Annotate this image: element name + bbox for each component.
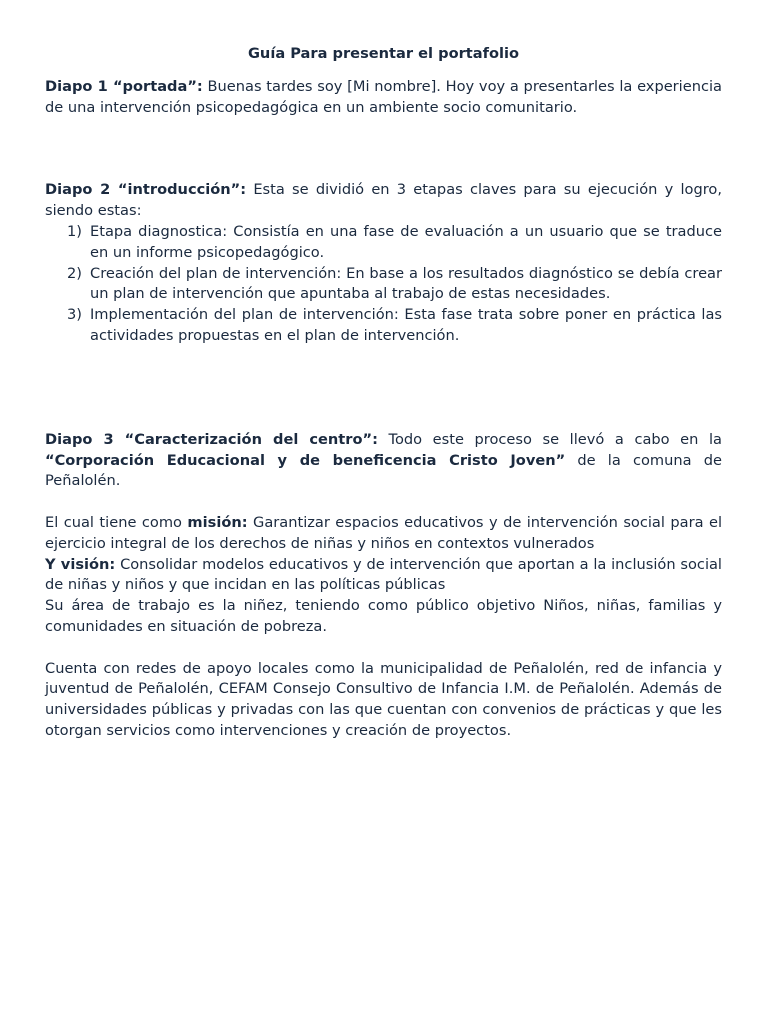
slide2-stage-list (45, 222, 722, 347)
list-item-number: 2) (67, 264, 82, 282)
slide3-text-1: Todo este proceso se llevó a cabo en la (377, 430, 722, 448)
list-item-text: Implementación del plan de intervención: Esta fase trata sobre poner en práctica las actividades propuestas en el plan de intervención. (90, 306, 722, 344)
organization-name: “Corporación Educacional y de beneficencia Cristo Joven” (45, 451, 566, 469)
list-item (67, 264, 722, 306)
redes-paragraph: Cuenta con redes de apoyo locales como la municipalidad de Peñalolén, red de infancia y juventud de Peñalolén, CEFAM Consejo Consultivo de Infancia I.M. de Peñalolén. Además de universidades públicas y privadas con las que cuentan con convenios de prácticas y que les otorgan servicios como intervenciones y creación de proyectos. (45, 659, 722, 739)
mision-label: misión: (187, 513, 248, 531)
slide1-heading: Diapo 1 “portada”: (45, 77, 203, 95)
list-item (67, 305, 722, 347)
list-item (67, 222, 722, 264)
slide2-paragraph (45, 180, 722, 222)
vision-label: Y visión: (45, 555, 116, 573)
mision-text: Garantizar espacios educativos y de intervención social para el ejercicio integral de los derechos de niñas y niños en contextos vulnerados (45, 513, 723, 552)
list-item-text: Etapa diagnostica: Consistía en una fase de evaluación a un usuario que se traduce en un informe psicopedagógico. (90, 222, 722, 261)
slide3-text-2: de la comuna de Peñalolén. (45, 451, 722, 490)
mision-paragraph (45, 513, 722, 555)
vision-paragraph (45, 555, 722, 597)
list-item-number: 3) (67, 306, 82, 324)
slide1-text: Buenas tardes soy [Mi nombre]. Hoy voy a presentarles la experiencia de una intervención psicopedagógica en un ambiente socio comunitario. (45, 77, 722, 116)
slide2-text: Esta se dividió en 3 etapas claves para su ejecución y logro, siendo estas: (45, 181, 722, 220)
spacer (45, 347, 722, 430)
slide3-paragraph (45, 430, 722, 492)
vision-text: Consolidar modelos educativos y de intervención que aportan a la inclusión social de niñas y niños y que incidan en las políticas públicas (45, 555, 722, 594)
spacer (45, 118, 722, 180)
area-paragraph: Su área de trabajo es la niñez, teniendo como público objetivo Niños, niñas, familias y comunidades en situación de pobreza. (45, 597, 722, 635)
spacer (45, 492, 722, 513)
list-item-number: 1) (67, 222, 82, 240)
mision-intro: El cual tiene como (45, 513, 188, 531)
slide3-heading: Diapo 3 “Caracterización del centro”: (45, 430, 378, 448)
list-item-text: Creación del plan de intervención: En base a los resultados diagnóstico se debía crear un plan de intervención que apuntaba al trabajo de estas necesidades. (90, 264, 722, 303)
document-title: Guía Para presentar el portafolio (247, 45, 520, 62)
slide1-paragraph (45, 77, 722, 119)
slide2-heading: Diapo 2 “introducción”: (45, 181, 247, 199)
spacer (45, 638, 722, 659)
